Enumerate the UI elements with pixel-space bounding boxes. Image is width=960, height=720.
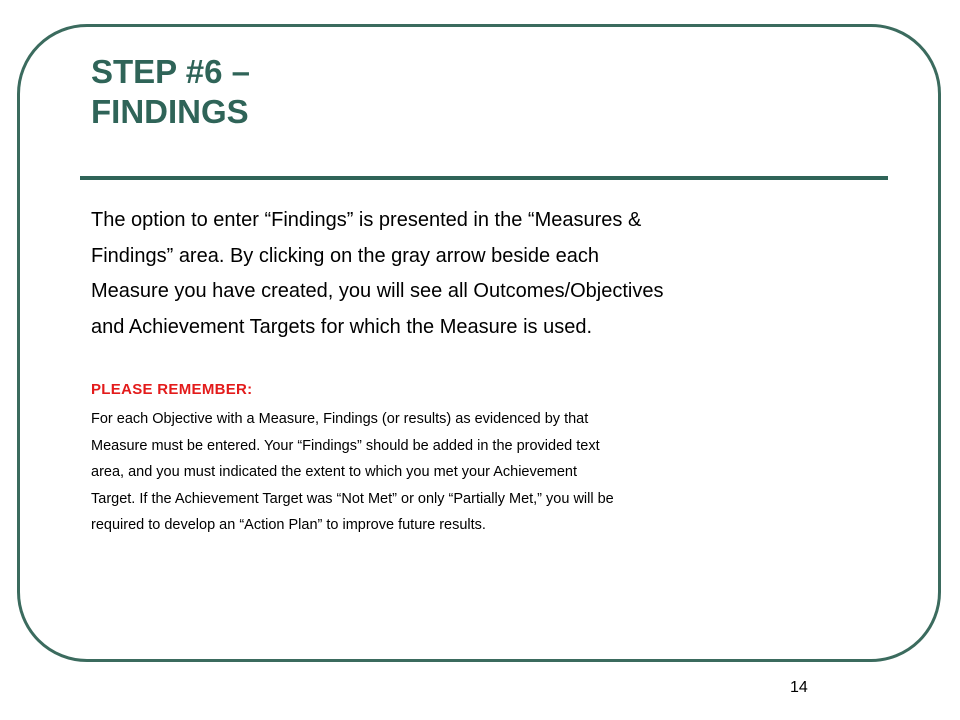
intro-paragraph — [91, 203, 851, 345]
title-divider — [80, 176, 888, 180]
slide-title-line: FINDINGS — [91, 93, 249, 130]
intro-line: Findings” area. By clicking on the gray arrow beside each — [91, 244, 600, 267]
reminder-line: Target. If the Achievement Target was “Not Met” or only “Partially Met,” you will be — [91, 490, 614, 507]
page-number: 14 — [790, 679, 808, 696]
slide-title — [91, 52, 250, 132]
reminder-heading: PLEASE REMEMBER: — [91, 381, 253, 398]
intro-line: and Achievement Targets for which the Measure is used. — [91, 315, 593, 338]
intro-line: The option to enter “Findings” is presented in the “Measures & — [91, 209, 642, 231]
reminder-line: required to develop an “Action Plan” to improve future results. — [91, 517, 486, 534]
reminder-paragraph — [91, 406, 851, 539]
reminder-line: area, and you must indicated the extent to which you met your Achievement — [91, 464, 578, 481]
reminder-line: For each Objective with a Measure, Findings (or results) as evidenced by that — [91, 411, 589, 427]
slide-title-line: STEP #6 – — [91, 53, 250, 90]
intro-line: Measure you have created, you will see all Outcomes/Objectives — [91, 280, 664, 302]
reminder-line: Measure must be entered. Your “Findings” should be added in the provided text — [91, 437, 600, 454]
